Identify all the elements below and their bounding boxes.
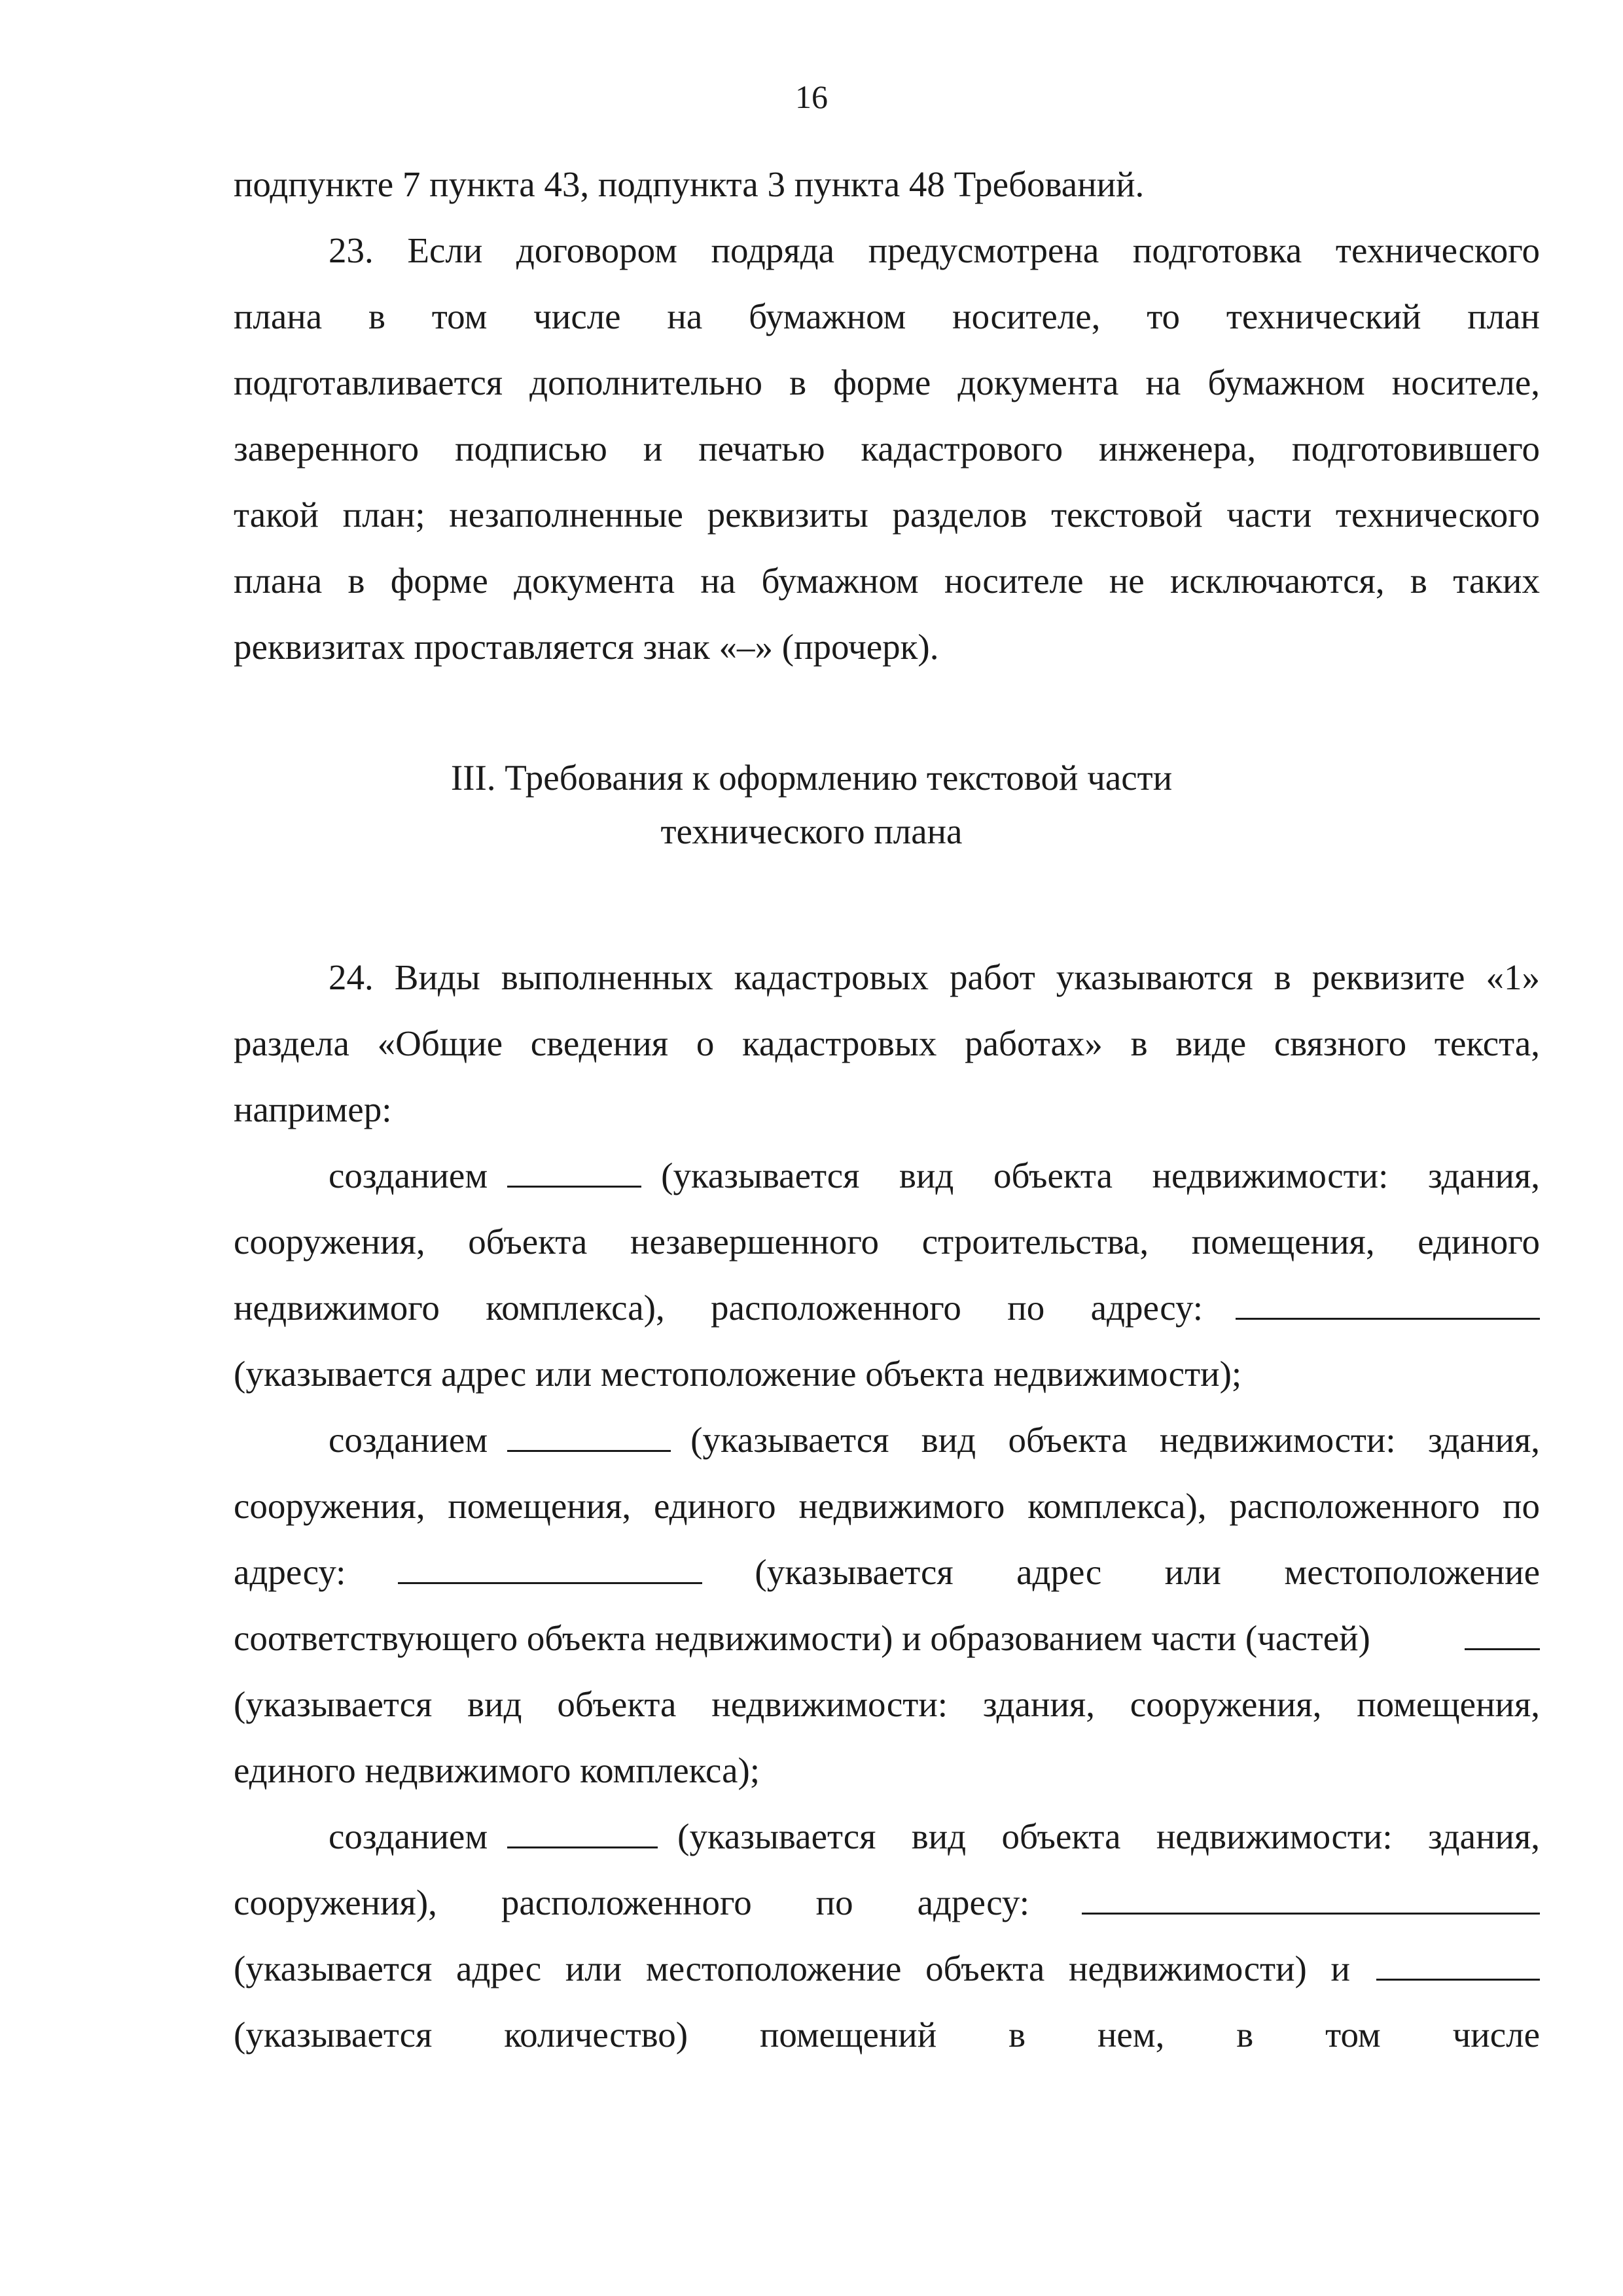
text-line: сооружения, помещения, единого недвижимого комплекса), расположенного по	[234, 1486, 1540, 1526]
example-text: адресу:	[234, 1552, 346, 1592]
fill-in-blank	[398, 1548, 702, 1584]
text-line: такой план; незаполненные реквизиты разделов текстовой части технического	[234, 495, 1540, 535]
fill-in-blank	[1465, 1614, 1540, 1650]
paragraph-24-block	[234, 944, 1540, 2068]
text-line: например:	[234, 1089, 392, 1129]
text-line: 23. Если договором подряда предусмотрена подготовка технического	[329, 230, 1540, 270]
example-text: (указывается адрес или местоположение	[755, 1552, 1540, 1592]
page-number: 16	[795, 79, 828, 115]
example-3-line-1	[234, 1803, 1540, 1869]
fill-in-blank	[1236, 1284, 1540, 1320]
example-2-line-3	[234, 1539, 1540, 1605]
example-text: соответствующего объекта недвижимости) и образованием части (частей)	[234, 1618, 1370, 1658]
example-text: сооружения), расположенного по адресу:	[234, 1882, 1029, 1922]
section-heading	[0, 751, 1623, 858]
text-line: подготавливается дополнительно в форме документа на бумажном носителе,	[234, 362, 1540, 402]
paragraph-23-block	[234, 151, 1540, 680]
example-text: (указывается вид объекта недвижимости: здания,	[690, 1420, 1540, 1460]
fill-in-blank	[507, 1812, 658, 1848]
example-text: созданием	[329, 1420, 488, 1460]
text-line: раздела «Общие сведения о кадастровых работах» в виде связного текста,	[234, 1023, 1540, 1063]
example-text: созданием	[329, 1156, 488, 1195]
example-text: (указывается вид объекта недвижимости: здания,	[661, 1156, 1540, 1195]
text-line: плана в форме документа на бумажном носителе не исключаются, в таких	[234, 561, 1540, 601]
text-line: единого недвижимого комплекса);	[234, 1750, 760, 1790]
section-heading-line: III. Требования к оформлению текстовой части	[450, 758, 1173, 798]
text-line: 24. Виды выполненных кадастровых работ указываются в реквизите «1»	[329, 957, 1540, 997]
fill-in-blank	[1082, 1879, 1540, 1915]
fill-in-blank	[507, 1152, 641, 1188]
example-text: созданием	[329, 1816, 488, 1856]
example-2-line-1	[234, 1407, 1540, 1473]
example-text: недвижимого комплекса), расположенного по адресу:	[234, 1288, 1203, 1328]
text-line: заверенного подписью и печатью кадастрового инженера, подготовившего	[234, 429, 1540, 468]
example-2-line-4	[234, 1605, 1540, 1671]
example-text: (указывается вид объекта недвижимости: здания,	[677, 1816, 1540, 1856]
example-3-line-2	[234, 1869, 1540, 1935]
fill-in-blank	[507, 1416, 671, 1452]
text-line: (указывается адрес или местоположение объекта недвижимости);	[234, 1354, 1242, 1394]
text-line: подпункте 7 пункта 43, подпункта 3 пункта 48 Требований.	[234, 164, 1145, 204]
example-1-line-1	[234, 1142, 1540, 1209]
example-1-line-3	[234, 1275, 1540, 1341]
text-line: плана в том числе на бумажном носителе, то технический план	[234, 296, 1540, 336]
example-text: (указывается адрес или местоположение объекта недвижимости) и	[234, 1949, 1350, 1988]
text-line: реквизитах проставляется знак «–» (прочерк).	[234, 627, 939, 667]
text-line: сооружения, объекта незавершенного строительства, помещения, единого	[234, 1222, 1540, 1262]
fill-in-blank	[1376, 1945, 1540, 1981]
example-3-line-3	[234, 1935, 1540, 2002]
section-heading-line: технического плана	[660, 811, 963, 851]
text-line: (указывается количество) помещений в нем, в том числе	[234, 2015, 1540, 2055]
text-line: (указывается вид объекта недвижимости: здания, сооружения, помещения,	[234, 1684, 1540, 1724]
